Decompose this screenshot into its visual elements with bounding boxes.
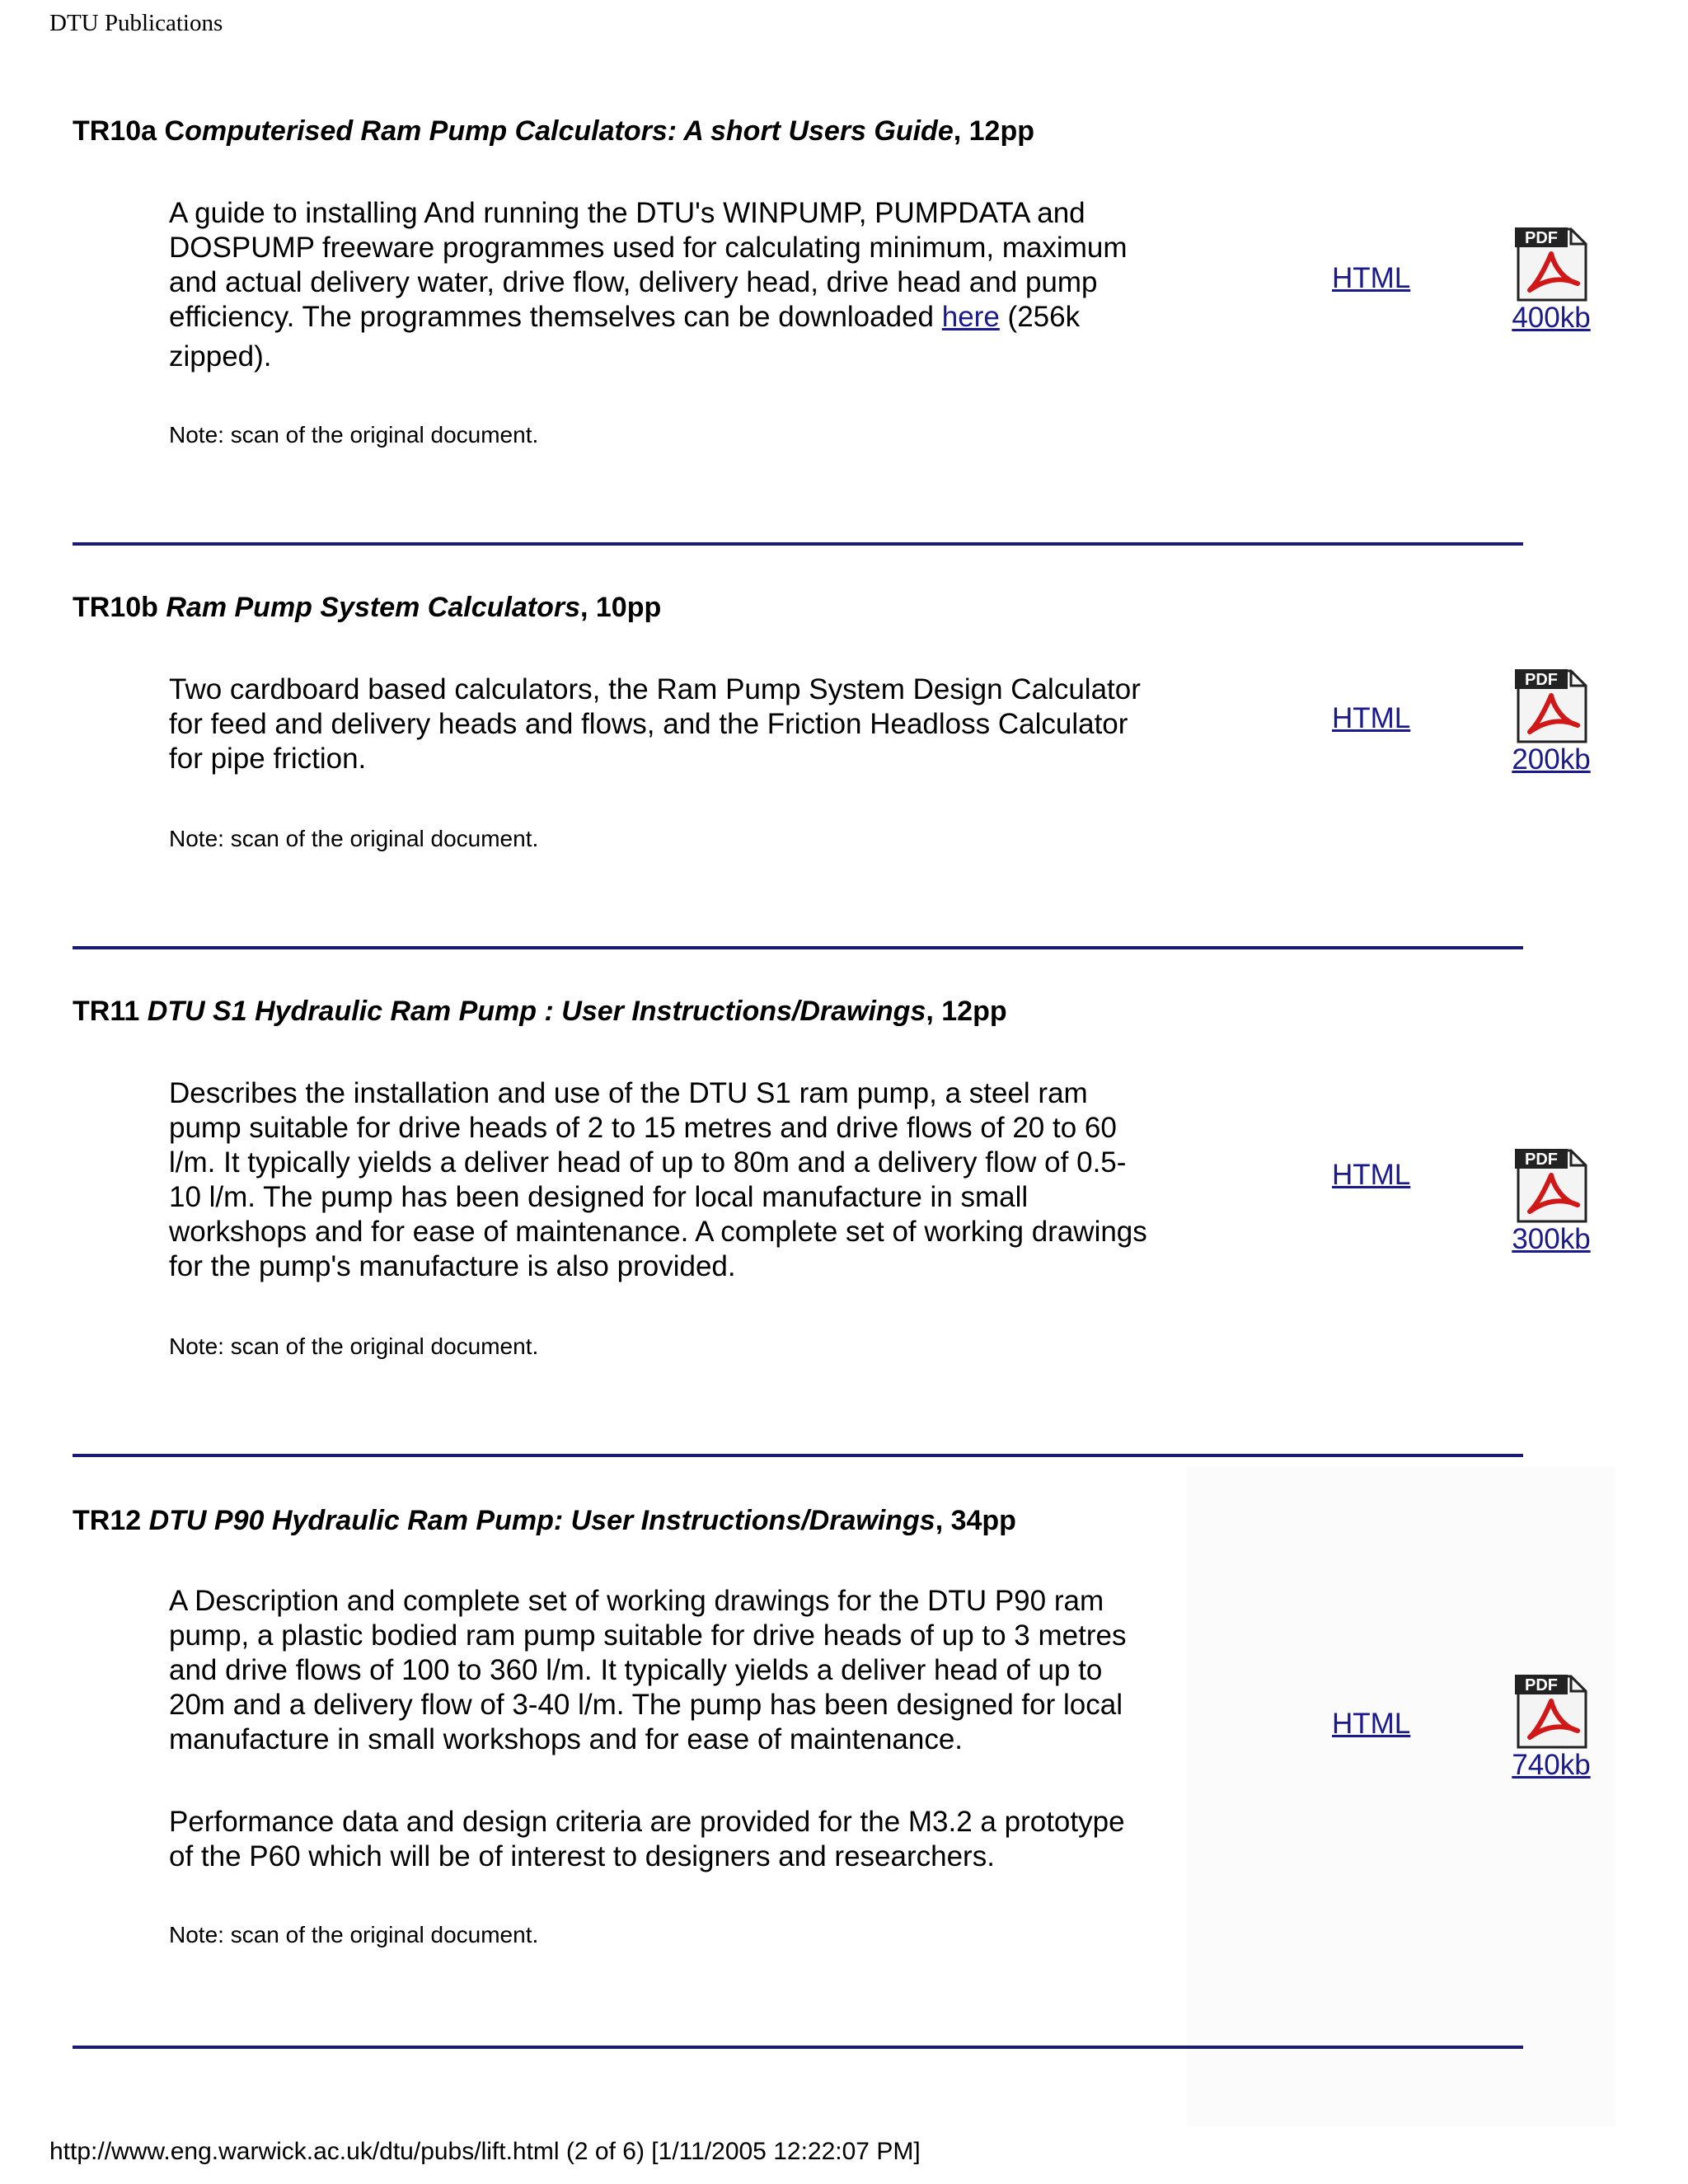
entry-description-tr10b: Two cardboard based calculators, the Ram Pump System Design Calculator for feed and delivery heads and flows, and the Friction Headloss Calculator for pipe friction. [169, 673, 1141, 775]
divider [73, 2046, 1523, 2049]
entry-title-tr10b: TR10b Ram Pump System Calculators, 10pp [73, 592, 662, 623]
entry-description-tr11: Describes the installation and use of the DTU S1 ram pump, a steel ram pump suitable for drive heads of 2 to 15 metres and drive flows of 20 to 60 l/m. It typically yields a deliver head of up to 80m and a delivery flow of 0.5- 10 l/m. The pump has been designed for local manufacture in small workshops and for ease of maintenance. A complete set of working drawings for the pump's manufacture is also provided. [169, 1077, 1147, 1282]
page-header: DTU Publications [49, 10, 223, 36]
svg-text:PDF: PDF [1525, 229, 1558, 247]
html-link-tr11[interactable]: HTML [1332, 1159, 1411, 1191]
entry-note-tr12: Note: scan of the original document. [169, 1922, 539, 1947]
pdf-download-tr11[interactable] [1510, 1146, 1592, 1256]
pdf-download-tr10b[interactable] [1510, 666, 1592, 776]
entry-title-tr10a: TR10a Computerised Ram Pump Calculators: A short Users Guide, 12pp [73, 115, 1034, 147]
svg-text:PDF: PDF [1525, 1676, 1558, 1694]
entry-note-tr11: Note: scan of the original document. [169, 1333, 539, 1359]
entry-note-tr10a: Note: scan of the original document. [169, 422, 539, 448]
entry-description2-tr12: Performance data and design criteria are provided for the M3.2 a prototype of the P60 which will be of interest to designers and researchers. [169, 1806, 1125, 1872]
pdf-download-tr10a[interactable] [1510, 224, 1592, 335]
pdf-file-icon [1513, 1146, 1589, 1225]
page-shade [1187, 1467, 1615, 2126]
html-link-tr12[interactable]: HTML [1332, 1708, 1411, 1740]
pdf-size-tr12[interactable]: 740kb [1512, 1749, 1591, 1781]
pdf-size-tr10a[interactable]: 400kb [1512, 302, 1591, 334]
pdf-download-tr12[interactable] [1510, 1671, 1592, 1782]
divider [73, 542, 1523, 546]
pdf-size-tr10b[interactable]: 200kb [1512, 743, 1591, 776]
pdf-file-icon [1513, 666, 1589, 745]
svg-text:PDF: PDF [1525, 1151, 1558, 1169]
html-link-tr10a[interactable]: HTML [1332, 262, 1411, 294]
pdf-file-icon [1513, 224, 1589, 303]
entry-note-tr10b: Note: scan of the original document. [169, 826, 539, 851]
entry-title-tr11: TR11 DTU S1 Hydraulic Ram Pump : User Instructions/Drawings, 12pp [73, 996, 1007, 1027]
svg-text:PDF: PDF [1525, 671, 1558, 689]
page-footer-url: http://www.eng.warwick.ac.uk/dtu/pubs/lift.html (2 of 6) [1/11/2005 12:22:07 PM] [49, 2138, 921, 2165]
entry-description-tr10a: A guide to installing And running the DTU's WINPUMP, PUMPDATA and DOSPUMP freeware programmes used for calculating minimum, maximum and actual delivery water, drive flow, delivery head, drive head and pump efficiency. The programmes themselves can be downloaded here (256k zipped). [169, 197, 1128, 373]
entry-description-tr12: A Description and complete set of working drawings for the DTU P90 ram pump, a plastic bodied ram pump suitable for drive heads of up to 3 metres and drive flows of 100 to 360 l/m. It typically yields a deliver head of up to 20m and a delivery flow of 3-40 l/m. The pump has been designed for local manufacture in small workshops and for ease of maintenance. [169, 1585, 1127, 1755]
html-link-tr10b[interactable]: HTML [1332, 702, 1411, 734]
entry-title-tr12: TR12 DTU P90 Hydraulic Ram Pump: User Instructions/Drawings, 34pp [73, 1505, 1016, 1536]
divider [73, 946, 1523, 949]
divider [73, 1454, 1523, 1457]
pdf-file-icon [1513, 1671, 1589, 1750]
pdf-size-tr11[interactable]: 300kb [1512, 1223, 1591, 1255]
download-here-link[interactable]: here [941, 301, 1000, 333]
